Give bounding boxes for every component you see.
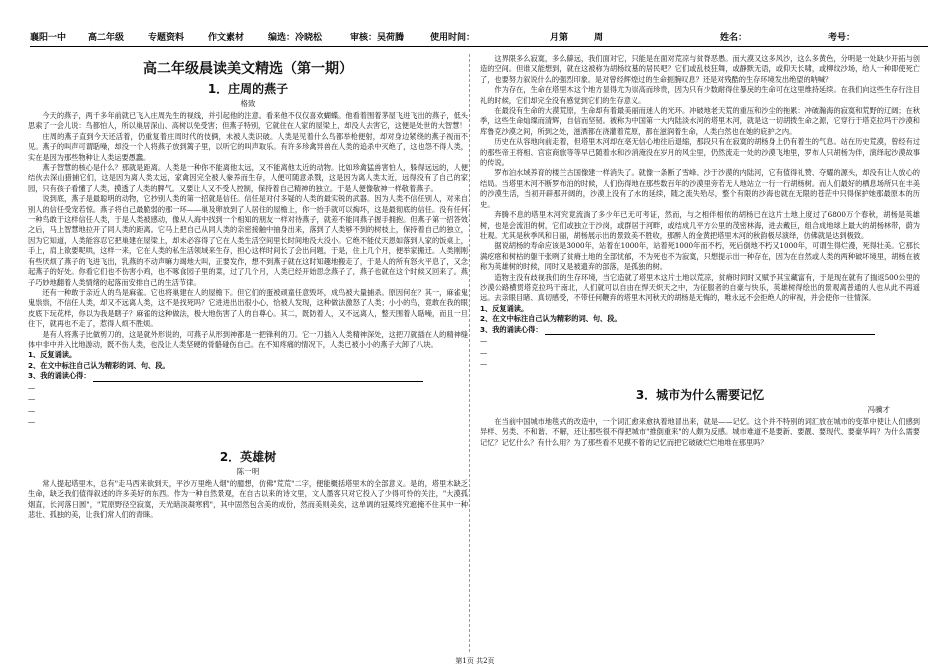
article-2-paragraph: 据说胡杨的寿命应该是3000年，站着在1000年，站着死1000年而不朽，死后倒地不朽又1000年，可谓生得烂漫，死得壮美。它那长满疙瘩和树枯的躯干张咧了贫瘠土地的全部忧郁，不为死也不为寂寞，只想提示出一种存在，因为在自然或人类的两种破坏境里，胡杨在被称为英雄树的时候，同时又是被遗弃的部落，是孤独的树。: [480, 241, 920, 272]
blank-line[interactable]: —: [28, 382, 36, 392]
blank-line[interactable]: —: [28, 405, 36, 415]
article-1-paragraph: 还有一种敢于亲近人的鸟是麻雀。它也将巢建在人的屋檐下。但它们的蛋被顽童任意毁坏，成鸟被大量捕杀。原因何在？其一，麻雀鬼鬼祟祟，不信任人类，却又不远离人类，这不是找死吗？它进进出出很小心，恰被人发现，这种做法激怒了人类；小小的鸟，竟敢在我的眼皮底下玩花样，你以为我是瞎子？麻雀的这种做法，极大地伤害了人的自尊心。其二，既防着人，又不远离人，整天围着人聒噪，而且一旦住下，就再也不走了，惹得人烦不胜烦。: [28, 287, 468, 329]
notes-line[interactable]: [545, 326, 875, 335]
question-1: 1、反复诵读。: [28, 350, 77, 360]
article-1-paragraph: 是有人将燕子比做剪刀的，这是就外形说的，可燕子从形到神都是一把锋利的刀。它一刀插入人类精神深处，这把刀就插在人的精神缝体中非中并入比地游动，既不伤人类，也没让人类坚硬的骨骼碰伤自己。在不知疼痛的情况下，人类已被小小的燕子大卸了八块。: [28, 329, 468, 349]
question-3: [480, 325, 920, 336]
article-3-author: 冯骥才: [867, 404, 890, 414]
question-3-label: 3、我的诵读心得：: [480, 324, 543, 334]
left-column: [28, 54, 468, 520]
page-footer: 第1页 共2页: [455, 657, 495, 665]
article-2-paragraph: 作为存在，生命在塔里木这个地方显得尤为崇高而珍贵，因为只有少数耐得住暴戾的生命可在这里维持延续。在我们向这些生存行注目礼的时候，它们却完全没有感觉到它们的生存意义。: [480, 85, 920, 105]
page-title: 高二年级晨读美文精选（第一期）: [143, 61, 353, 77]
article-2-paragraph: 奔腾不息的塔里木河究竟流淌了多少年已无可考证，然而，与之相伴相依的胡杨已在这片土地上度过了6800万个春秋，胡杨是英雄树，也是会流泪的树，它们或独立于沙岗，或群居于河畔，或结成几平方公里的茂密林海，进去戴巨，组合成地球上最大的胡杨林带，蔚为壮观。尤其是秋季风和日丽，胡杨展示出的景致美不胜收，那醉人的金黄把塔里木河的秋韵极尽演绎，仿佛就是达到极致。: [480, 210, 920, 240]
question-1: 1、反复诵读。: [480, 303, 529, 313]
header-subject: 作文素材: [208, 33, 245, 43]
page-header: [30, 30, 928, 44]
notes-line[interactable]: [93, 373, 423, 382]
header-category: 专题资料: [148, 33, 185, 43]
article-1-title: 1．庄周的燕子: [207, 82, 289, 96]
header-month: 月第: [550, 33, 569, 43]
article-1-paragraph: 说到底，燕子是最聪明的动物，它抄别人类的第一招就是信任。信任是对付多疑的人类的最实锐的武器。因为人类不信任别人，对来自别人的信任受宠若惊。燕子将自己最脆弱的那一环——巢及卵放到了人居住的屋檐上，你一抬手就可以掏坏，这是最彻底的信任。没有任何一种鸟敢于这样信任人类，于是人类被感动，像从人海中找到一个相知的朋友一样对待燕子，就差不能同燕子握手拥抱。但燕子第一招答效之后，马上智慧地拉开了同人类的距离。它马上把自己从同人类的亲密接触中抽身出来，落到了人类够不到的树枝上，保持着自己的独立，因为它知道，人类能容忍它把巢建在屋梁上，却未必容得了它在人类生活空间里长时间地没大没小。它绝不能仗天恩如落到人家的饭桌上，手上，肩上欲要呢哄，这样一来，它在人类的私生活领域来生存，担心这样时间长了会出问题，于是，住上几个月，便举家搬迁。人类刚刚有些厌烦了燕子的飞进飞出，乳燕的不动声嘛力竭地大叫，正要发作，想不到燕子就在这时知趣地搬走了，于是人的所有怒火平息了，又念起燕子的好处。你看它们也不伤害小鸡，也不啄食园子里的菜，过了几个月，人类已经开始思念燕子了，燕子也就在这个时候又回来了。燕子巧妙地翻着人类情绪的起落而安排自己的生活节律。: [28, 194, 468, 287]
article-1-paragraph: 庄周的燕子直到今天还活着，仍重复着庄周时代的伎俩，未被人类识破。人类是见着什么鸟都举枪便射，却对身边紧绕的燕子视而不见。燕子的叫声可谓聒噪，却没一个人将燕子放到篱子里，以听它的叫声取乐。有许多珍禽异兽在人类的追杀中灭绝了，这也怨不得人类，实在是因为那些物种让人类运要愚蠢。: [28, 131, 468, 162]
header-editor: 编选：冷晓松: [268, 33, 323, 43]
article-2-paragraph: 在最没有生命的大漠荒原，生命却有着最美丽而迷人的光环。冲破地老天荒的重压和沙尘的拖累：冲破瀚海的寂寞和荒野的辽阔；在秋季，这些生命灿璨而清辉，自信而坚韧。被称为中国第一大内陆淡水河的塔里木河，就是这一切胡拨生命之源，它穿行于塔克拉玛干沙漠和库鲁克沙漠之间，所到之处，滋洒都在浇灌着荒原，都在滋润着生命，人类白然也在她的庇护之内。: [480, 106, 920, 136]
article-1-paragraph: 今天的燕子，两千多年前就已飞入庄周先生的视线，并引起他的注意。看来他不仅仅喜欢蝴蝶。他看着围着茅屋飞进飞出的燕子，低头思索了一会儿说：鸟都怕人，所以巢居深山、高树以免受害；但燕子特别，它就住在人家的屋梁上，却没人去害它，这便是处世的大智慧！: [28, 111, 468, 131]
question-3-label: 3、我的诵读心得：: [28, 371, 91, 381]
question-3: [28, 371, 468, 382]
blank-line[interactable]: —: [480, 336, 488, 346]
right-column: [480, 54, 920, 448]
header-reviewer: 审核：吴荷腾: [350, 33, 405, 43]
header-grade: 高二年级: [88, 33, 125, 43]
header-school: 襄阳一中: [30, 33, 67, 43]
blank-line[interactable]: —: [480, 347, 488, 357]
article-2-paragraph: 常人提起塔里木，总有"走马西来欲到天，平沙万里绝人烟"的臆想，仿佛"荒荒"二字，便能概括塔里木的全部意义。是的，塔里木缺乏生命，缺乏我们值得叙述的许多美好的东西。作为一种自然景观，在自古以来的诗文里，文人墨客只对它投入了少得可怜的关注，"大漠孤烟直，长河落日圆"，"荒原野径空寂寞，天光暗淡凝寒鸦"，其中固然包含美的成份，然而美则美矣，这单调的冠冕终究遮掩不住其中一种悲壮、孤独的美，让我们常人们的青睐。: [28, 478, 468, 520]
article-2-paragraph: 罗布泊水域养育的楼兰古国像建一样消失了。就像一条断了雪峰、沙于沙漠的内陆河，它有值得礼赞、夺耀的源头，却没有让人放心的结局。当塔里木河不断罗布泊的时候，人们伤得地在那些数百年的沙漠里旁若无人地站立一行一行胡杨树。而人们最好的栖息场所只在丰美的沙漠生活，当初开辟那开阔的，沙漠上没有了水的延续，随之流失殆尽，整个有限的沙海也就在无限的苍茫中只得保护她那最原本的历史。: [480, 168, 920, 209]
header-week: 周: [594, 33, 604, 43]
blank-line[interactable]: —: [28, 417, 36, 427]
header-usage-time: 使用时间：: [430, 33, 476, 43]
article-2-paragraph: 历史在从容地向前走着，但塔里木河却在亳无信心地往后退缩，那段只有在寂寞的胡杨身上仍有着生的气息。站在历史荒漠，曾经有过的那些帝王将相、官宦商旅等等早已随着水和沙消淹没在岁月的风尘里，仍然流走一处的沙漠飞地里，罗布人只胡杨为伴，演绎起沙漠故事的传说。: [480, 137, 920, 168]
article-2-title: 2．英雄树: [219, 449, 277, 464]
article-1-author: 格致: [240, 99, 256, 108]
blank-line[interactable]: —: [28, 394, 36, 404]
header-divider: [30, 46, 928, 47]
article-1-paragraph: 燕子智慧的核心是什么？那就是距离。人类是一种你不能离他太远，又不能离他太近的动物。比如珍禽猛兽害怕人，躲得远远的，人便结伙去深山猎捕它们，这是因为离人类太远，家禽因完全被人豢养而生存，人便可随意杀戮，这是因为离人类太近，远得没有了自己的家园，只有孩子看懂了人类，摸透了人类的脾气。又要让人又不受人控制，保持着自己精神的独立。于是人便像敬神一样敬着燕子。: [28, 163, 468, 193]
question-2: 2、在文中标注自己认为精彩的词、句、段。: [28, 360, 170, 370]
article-3-title: 3．城市为什么需要记忆: [635, 387, 765, 402]
column-divider: [469, 54, 470, 652]
article-2-paragraph: 造物主没有歧视我们的生存环境，当它造就了塔里木这片土地以荒凉，贫瘠时同时又赋予其宝藏富有，于是现在就有了揣返500公里的沙漠公路横贯塔克拉玛干南北，人们就可以自由在悍天炽天之中，为征服者的自豪与快乐，英雄树得绘出的景观离普通的人也从此不再遥远。去亲眼目睹、真切感受，不带任何鞭弃的塔里木河秋天的胡杨是无悔的，唯永远不会拒绝人的审视，并会使你一往情深。: [480, 272, 920, 303]
article-2-paragraph: 这界限多么寂寞，多么僻远，我们面对它，只能是在面对荒凉与贫脊恶愚。而大漠又这多风沙，这么多黄色，分明是一处缺少开拓与创造的空间。但谁又能想到，就在这被称为胡杨纹墓的居民吧？它们或乱枝狂舞，或静默无语，或仰天长啸，或柳纹沙场，给人一种即使死亡了，也要努力叙说什么的强烈印象。是对曾经辉煌过的生命扼腕叹息？还是对残酷的生存环境发出绝望的呐喊？: [480, 54, 920, 84]
header-exam-no: 考号：: [828, 33, 856, 43]
blank-line[interactable]: —: [480, 359, 488, 369]
article-3-paragraph: 在当前中国城市地毯式的改造中，一个词汇愈来愈执着地冒出来，就是——记忆。这个并不特别的词汇放在城市的变革中使让人们感到异样、另类、不和谐、不解，还让那些很不得把城市"推倒重来"的人颇为反感。城市难道不是要新、要靓、要现代、要豪华吗？为什么需要记忆？记忆什么？有什么用？为了那些看不见摸不着的记忆而把它破破烂烂地堆在那里吗？: [480, 416, 920, 447]
question-2: 2、在文中标注自己认为精彩的词、句、段。: [480, 314, 622, 324]
header-name: 姓名：: [720, 33, 748, 43]
article-2-author: 陈一明: [236, 466, 260, 476]
